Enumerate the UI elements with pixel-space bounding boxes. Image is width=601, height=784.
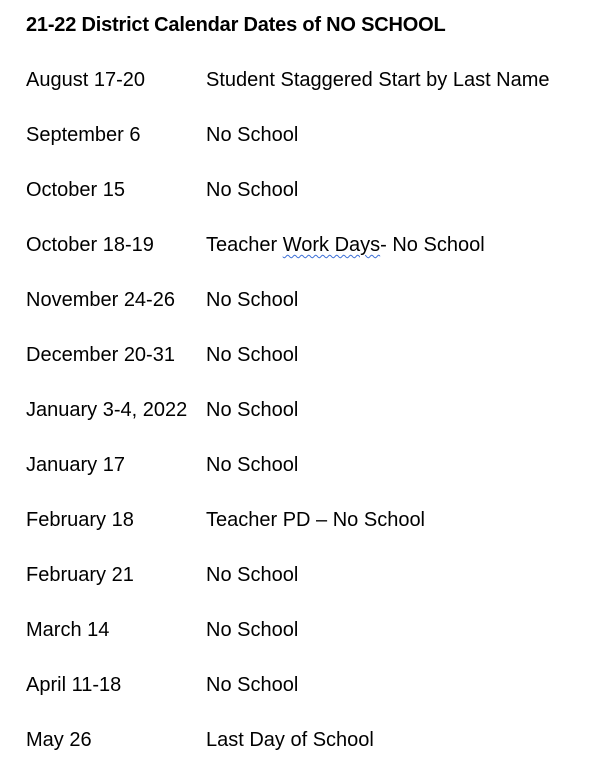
calendar-row (26, 564, 550, 619)
row-event: No School (206, 399, 299, 421)
row-date: May 26 (26, 729, 92, 751)
calendar-row (26, 509, 550, 564)
document-title: 21-22 District Calendar Dates of NO SCHOOL (26, 14, 446, 36)
calendar-row (26, 619, 550, 674)
row-event: No School (206, 619, 299, 641)
calendar-row (26, 234, 550, 289)
row-date: February 18 (26, 509, 134, 531)
row-date: August 17-20 (26, 69, 145, 91)
row-date: October 15 (26, 179, 125, 201)
row-date: February 21 (26, 564, 134, 586)
calendar-row (26, 69, 550, 124)
calendar-row (26, 124, 550, 179)
row-event: No School (206, 124, 299, 146)
row-event (206, 234, 485, 257)
row-event: Last Day of School (206, 729, 374, 751)
row-event: No School (206, 564, 299, 586)
calendar-list (26, 69, 550, 784)
row-date: November 24-26 (26, 289, 175, 311)
row-event: No School (206, 674, 299, 696)
row-date: January 3-4, 2022 (26, 399, 188, 421)
calendar-row (26, 344, 550, 399)
row-event: No School (206, 344, 299, 366)
calendar-row (26, 454, 550, 509)
calendar-row (26, 399, 550, 454)
row-date: October 18-19 (26, 234, 154, 256)
row-date: December 20-31 (26, 344, 175, 366)
row-date: March 14 (26, 619, 110, 641)
row-date: April 11-18 (26, 674, 122, 696)
row-event: No School (206, 179, 299, 201)
calendar-row (26, 729, 550, 784)
spellcheck-underlined-text[interactable]: Work Days (282, 234, 381, 256)
event-text-after: - No School (380, 234, 485, 256)
row-date: September 6 (26, 124, 141, 146)
calendar-row (26, 289, 550, 344)
row-event: No School (206, 454, 299, 476)
calendar-row (26, 674, 550, 729)
row-event: Teacher PD – No School (206, 509, 426, 531)
event-text-before: Teacher (206, 234, 283, 256)
row-event: Student Staggered Start by Last Name (206, 69, 550, 91)
row-date: January 17 (26, 454, 125, 476)
calendar-row (26, 179, 550, 234)
row-event: No School (206, 289, 299, 311)
